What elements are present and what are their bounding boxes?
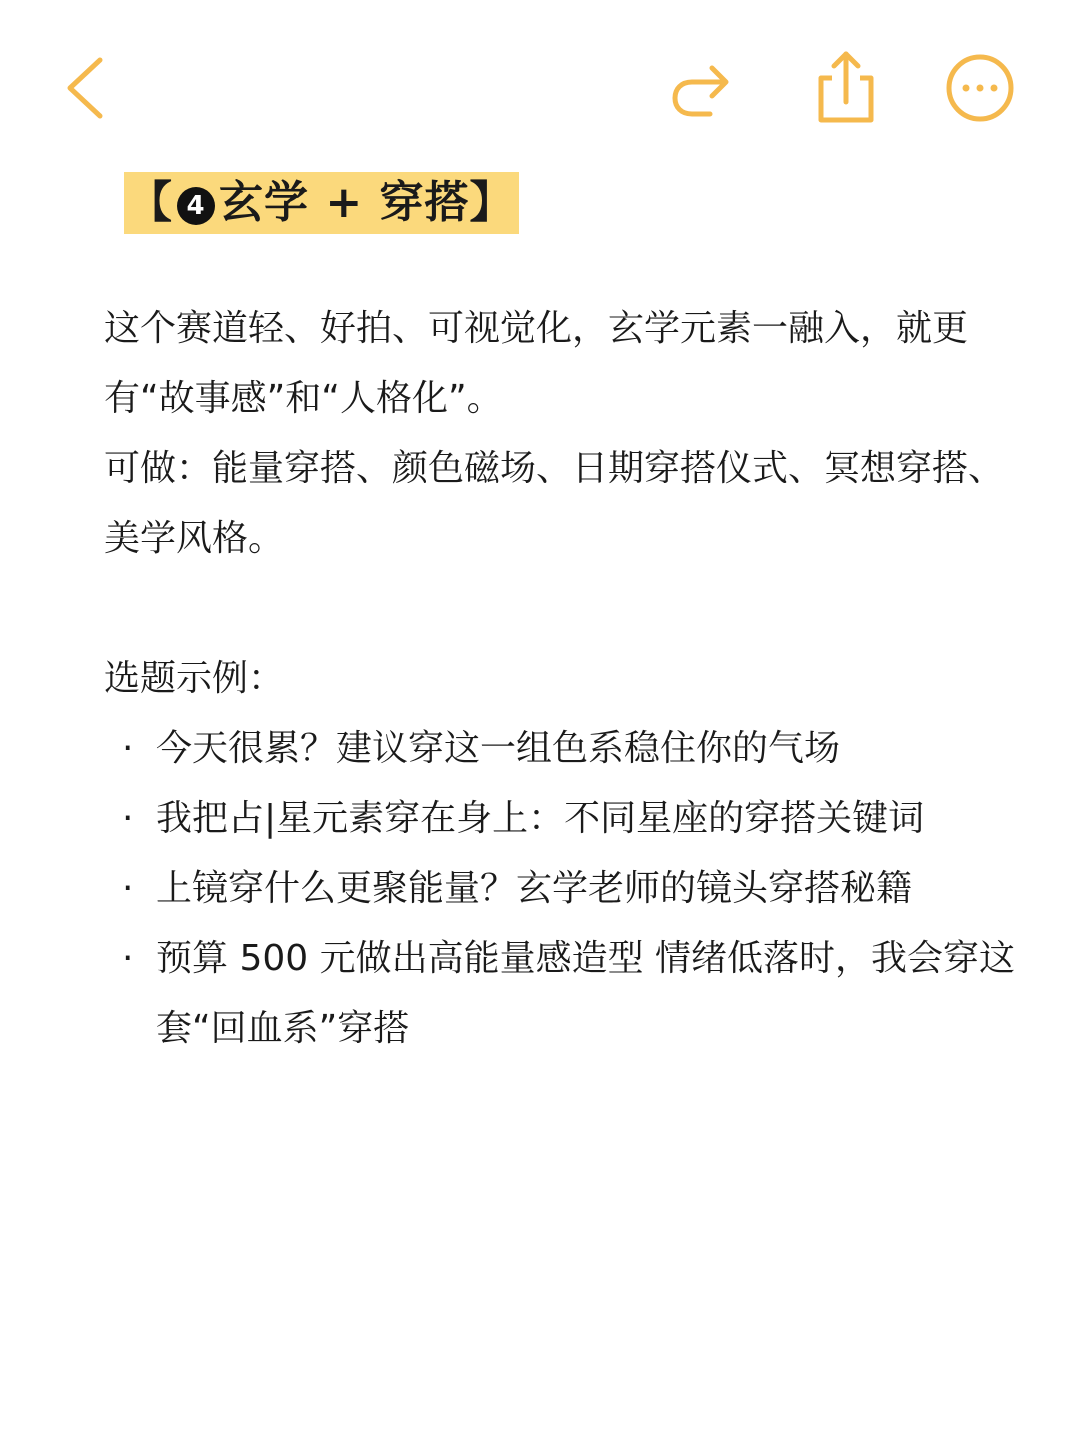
share-icon [808,44,884,128]
list-item-text: 预算 500 元做出高能量感造型 情绪低落时，我会穿这套“回血系”穿搭 [156,938,1016,1049]
intro-paragraph-1: 这个赛道轻、好拍、可视觉化，玄学元素一融入，就更有“故事感”和“人格化”。 [104,308,969,419]
heading-open-bracket: 【 [128,177,173,228]
bullet-dot: · [122,798,134,839]
list-item-text: 上镜穿什么更聚能量？玄学老师的镜头穿搭秘籍 [156,868,913,909]
intro-paragraph-2: 可做：能量穿搭、颜色磁场、日期穿搭仪式、冥想穿搭、美学风格。 [104,448,1005,559]
list-item [104,714,1016,784]
section-heading [124,172,519,234]
more-options-button[interactable] [940,50,1020,130]
list-item-text: 今天很累？建议穿这一组色系稳住你的气场 [156,728,841,769]
share-button[interactable] [808,44,884,128]
bullet-dot: · [122,868,134,909]
examples-list [104,714,1016,1064]
back-button[interactable] [56,48,120,128]
heading-close-bracket: 】 [469,177,515,228]
list-item [104,784,1016,854]
heading-title: 玄学 + 穿搭 [219,177,470,228]
top-toolbar [0,0,1080,170]
bullet-dot: · [122,938,134,979]
blank-line [104,574,1016,644]
heading-highlight [124,172,519,234]
more-icon [940,50,1020,130]
back-icon [56,48,120,128]
list-item [104,924,1016,1064]
examples-label: 选题示例： [104,658,285,699]
list-item [104,854,1016,924]
forward-icon [664,52,740,128]
list-item-text: 我把占|星元素穿在身上：不同星座的穿搭关键词 [156,798,925,839]
heading-number-badge: 4 [177,187,215,225]
note-body [104,294,1016,1064]
forward-button[interactable] [664,52,740,128]
bullet-dot: · [122,728,134,769]
